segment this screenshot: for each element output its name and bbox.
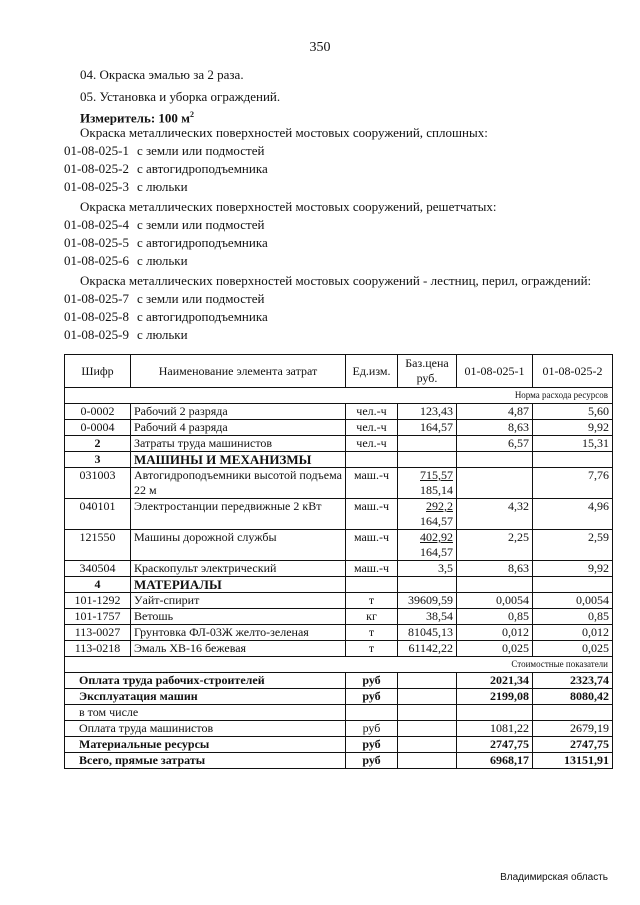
group-1-item-2: 01-08-025-2 с автогидроподъемника bbox=[64, 161, 268, 176]
table-row: 101-1757 Ветошь кг 38,54 0,85 0,85 bbox=[65, 609, 613, 625]
footer-region: Владимирская область bbox=[500, 872, 608, 883]
table-row: 031003 Автогидроподъемники высотой подъема 22 м маш.-ч 715,57 185,14 7,76 bbox=[65, 468, 613, 499]
header-name: Наименование элемента затрат bbox=[131, 355, 346, 388]
norm-caption: Норма расхода ресурсов bbox=[457, 388, 613, 404]
resource-table bbox=[64, 354, 613, 769]
cost-row: Оплата труда рабочих-строителей руб 2021,34 2323,74 bbox=[65, 673, 613, 689]
cost-row: Оплата труда машинистов руб 1081,22 2679,19 bbox=[65, 721, 613, 737]
group-3-item-3: 01-08-025-9 с люльки bbox=[64, 327, 188, 342]
group-3-item-1: 01-08-025-7 с земли или подмостей bbox=[64, 291, 265, 306]
group-1-title: Окраска металлических поверхностей мостовых сооружений, сплошных: bbox=[80, 125, 488, 140]
section-row-materials: 4 МАТЕРИАЛЫ bbox=[65, 577, 613, 593]
section-row-machines: 3 МАШИНЫ И МЕХАНИЗМЫ bbox=[65, 452, 613, 468]
group-1-item-3: 01-08-025-3 с люльки bbox=[64, 179, 188, 194]
table-row: 040101 Электростанции передвижные 2 кВт маш.-ч 292,2 164,57 4,32 4,96 bbox=[65, 499, 613, 530]
table-row: 0-0002 Рабочий 2 разряда чел.-ч 123,43 4,87 5,60 bbox=[65, 404, 613, 420]
group-3-title: Окраска металлических поверхностей мостовых сооружений - лестниц, перил, ограждений: bbox=[80, 273, 592, 288]
group-2-item-2: 01-08-025-5 с автогидроподъемника bbox=[64, 235, 268, 250]
table-row: 113-0218 Эмаль ХВ-16 бежевая т 61142,22 0,025 0,025 bbox=[65, 641, 613, 657]
measure-text: Измеритель: 100 м bbox=[80, 110, 191, 126]
group-3-item-2: 01-08-025-8 с автогидроподъемника bbox=[64, 309, 268, 324]
group-2-item-3: 01-08-025-6 с люльки bbox=[64, 253, 188, 268]
cost-row: Материальные ресурсы руб 2747,75 2747,75 bbox=[65, 737, 613, 753]
cost-row: Эксплуатация машин руб 2199,08 8080,42 bbox=[65, 689, 613, 705]
page-number: 350 bbox=[309, 40, 331, 55]
group-2-item-1: 01-08-025-4 с земли или подмостей bbox=[64, 217, 265, 232]
table-row: 113-0027 Грунтовка ФЛ-03Ж желто-зеленая т 81045,13 0,012 0,012 bbox=[65, 625, 613, 641]
group-2-title: Окраска металлических поверхностей мостовых сооружений, решетчатых: bbox=[80, 199, 497, 214]
group-1-item-1: 01-08-025-1 с земли или подмостей bbox=[64, 143, 265, 158]
cost-row-total: Всего, прямые затраты руб 6968,17 13151,91 bbox=[65, 753, 613, 769]
measure-sup: 2 bbox=[190, 110, 195, 119]
table-row: 0-0004 Рабочий 4 разряда чел.-ч 164,57 8,63 9,92 bbox=[65, 420, 613, 436]
header-col-1: 01-08-025-1 bbox=[457, 355, 533, 388]
step-04: 04. Окраска эмалью за 2 раза. bbox=[80, 67, 244, 82]
table-row: 340504 Краскопульт электрический маш.-ч 3,5 8,63 9,92 bbox=[65, 561, 613, 577]
header-unit: Ед.изм. bbox=[346, 355, 398, 388]
header-code: Шифр bbox=[65, 355, 131, 388]
cost-caption: Стоимостные показатели bbox=[457, 657, 613, 673]
table-header-row bbox=[65, 355, 613, 388]
cost-row: в том числе bbox=[65, 705, 613, 721]
step-05: 05. Установка и уборка ограждений. bbox=[80, 89, 281, 104]
table-row: 2 Затраты труда машинистов чел.-ч 6,57 15,31 bbox=[65, 436, 613, 452]
table-row: 121550 Машины дорожной службы маш.-ч 402,92 164,57 2,25 2,59 bbox=[65, 530, 613, 561]
norm-caption-row bbox=[65, 388, 613, 404]
header-col-2: 01-08-025-2 bbox=[533, 355, 613, 388]
cost-caption-row bbox=[65, 657, 613, 673]
header-price: Баз.цена руб. bbox=[398, 355, 457, 388]
table-row: 101-1292 Уайт-спирит т 39609,59 0,0054 0,0054 bbox=[65, 593, 613, 609]
